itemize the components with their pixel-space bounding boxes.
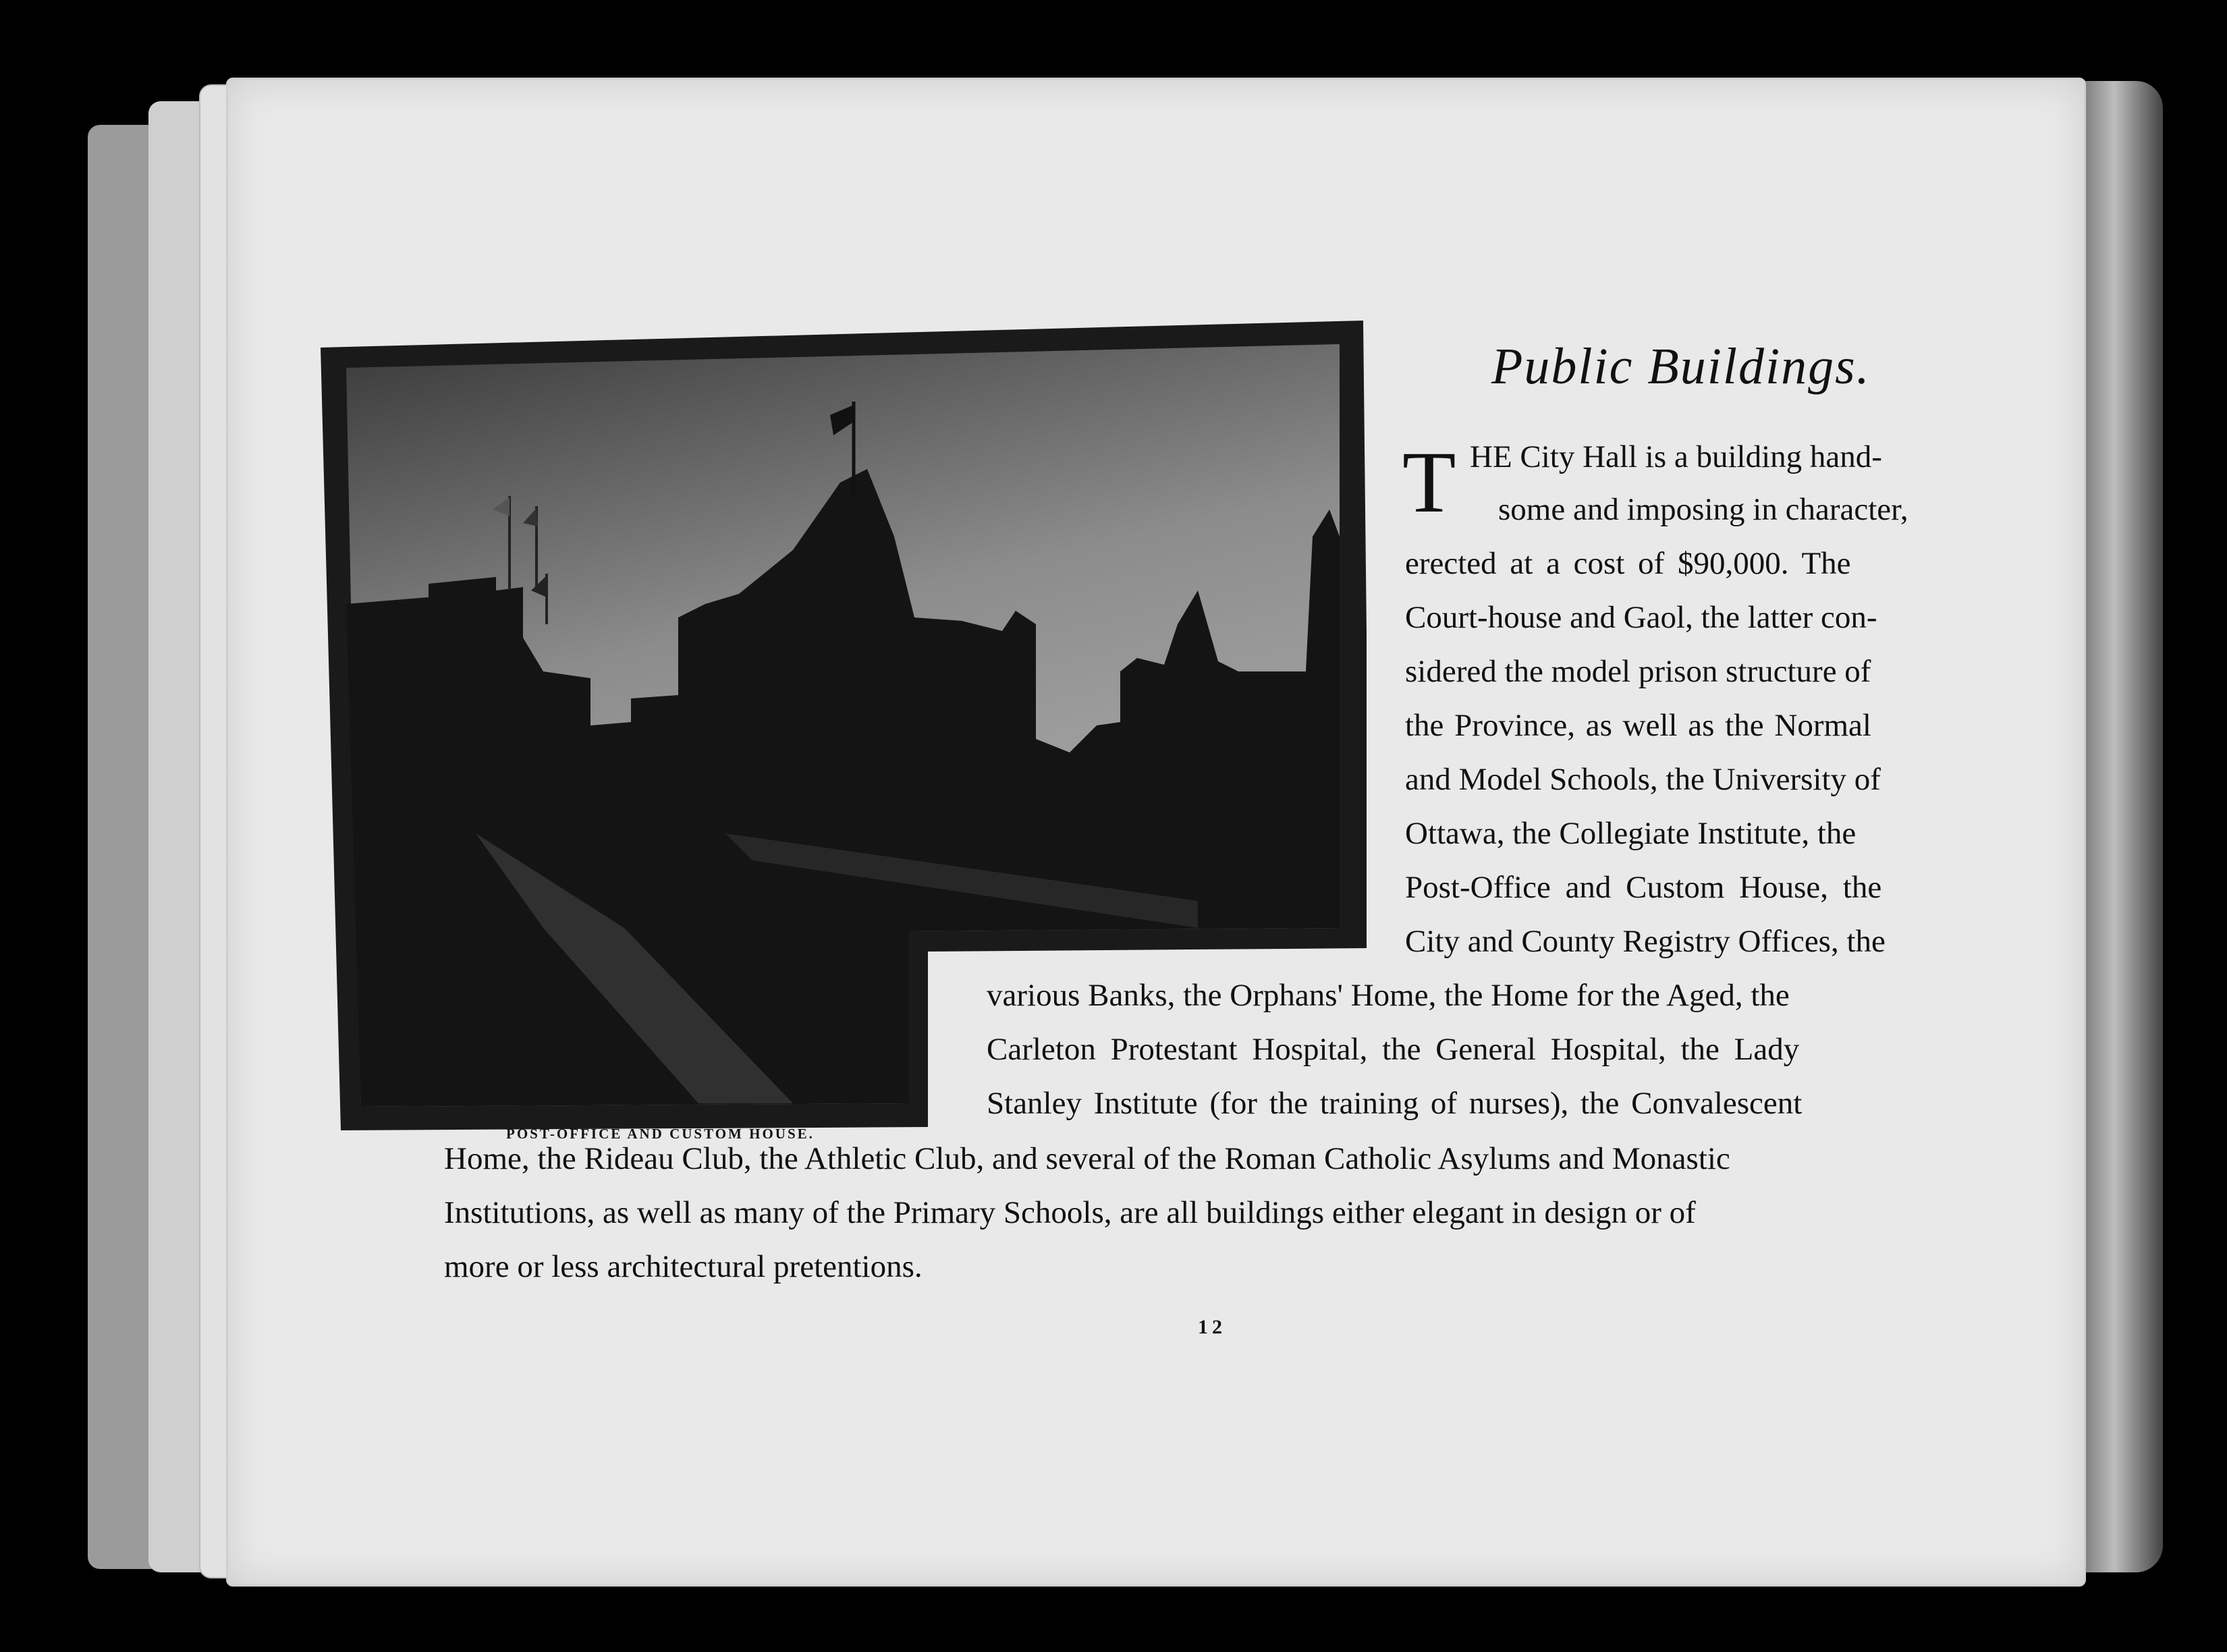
- text-line: City and County Registry Offices, the: [1405, 924, 1886, 959]
- text-line: Ottawa, the Collegiate Institute, the: [1405, 816, 1857, 851]
- text-line: HE City Hall is a building hand-: [1470, 439, 1882, 474]
- text-line: Post-Office and Custom House, the: [1405, 870, 1882, 905]
- figure-caption: POST-OFFICE AND CUSTOM HOUSE.: [506, 1126, 815, 1142]
- text-line: and Model Schools, the University of: [1405, 762, 1881, 797]
- drop-cap: T: [1402, 434, 1456, 531]
- page-title: Public Buildings.: [1491, 338, 1871, 395]
- text-line: sidered the model prison structure of: [1405, 654, 1871, 689]
- text-line: Institutions, as well as many of the Primary Schools, are all buildings either elegant in design or of: [444, 1195, 1696, 1230]
- text-line: the Province, as well as the Normal: [1405, 708, 1871, 743]
- text-line: Home, the Rideau Club, the Athletic Club, and several of the Roman Catholic Asylums and Monastic: [444, 1141, 1730, 1176]
- text-line: Carleton Protestant Hospital, the General Hospital, the Lady: [987, 1032, 1800, 1067]
- text-line: some and imposing in character,: [1498, 492, 1908, 527]
- text-line: various Banks, the Orphans' Home, the Home for the Aged, the: [987, 978, 1790, 1013]
- photograph-post-office: [321, 321, 1367, 1137]
- book-right-edge: [2082, 81, 2163, 1572]
- text-line: erected at a cost of $90,000. The: [1405, 546, 1851, 581]
- text-line: Court-house and Gaol, the latter con-: [1405, 600, 1877, 635]
- page-number: 12: [1198, 1316, 1226, 1338]
- text-line: more or less architectural pretentions.: [444, 1249, 923, 1284]
- text-line: Stanley Institute (for the training of nurses), the Convalescent: [987, 1086, 1803, 1121]
